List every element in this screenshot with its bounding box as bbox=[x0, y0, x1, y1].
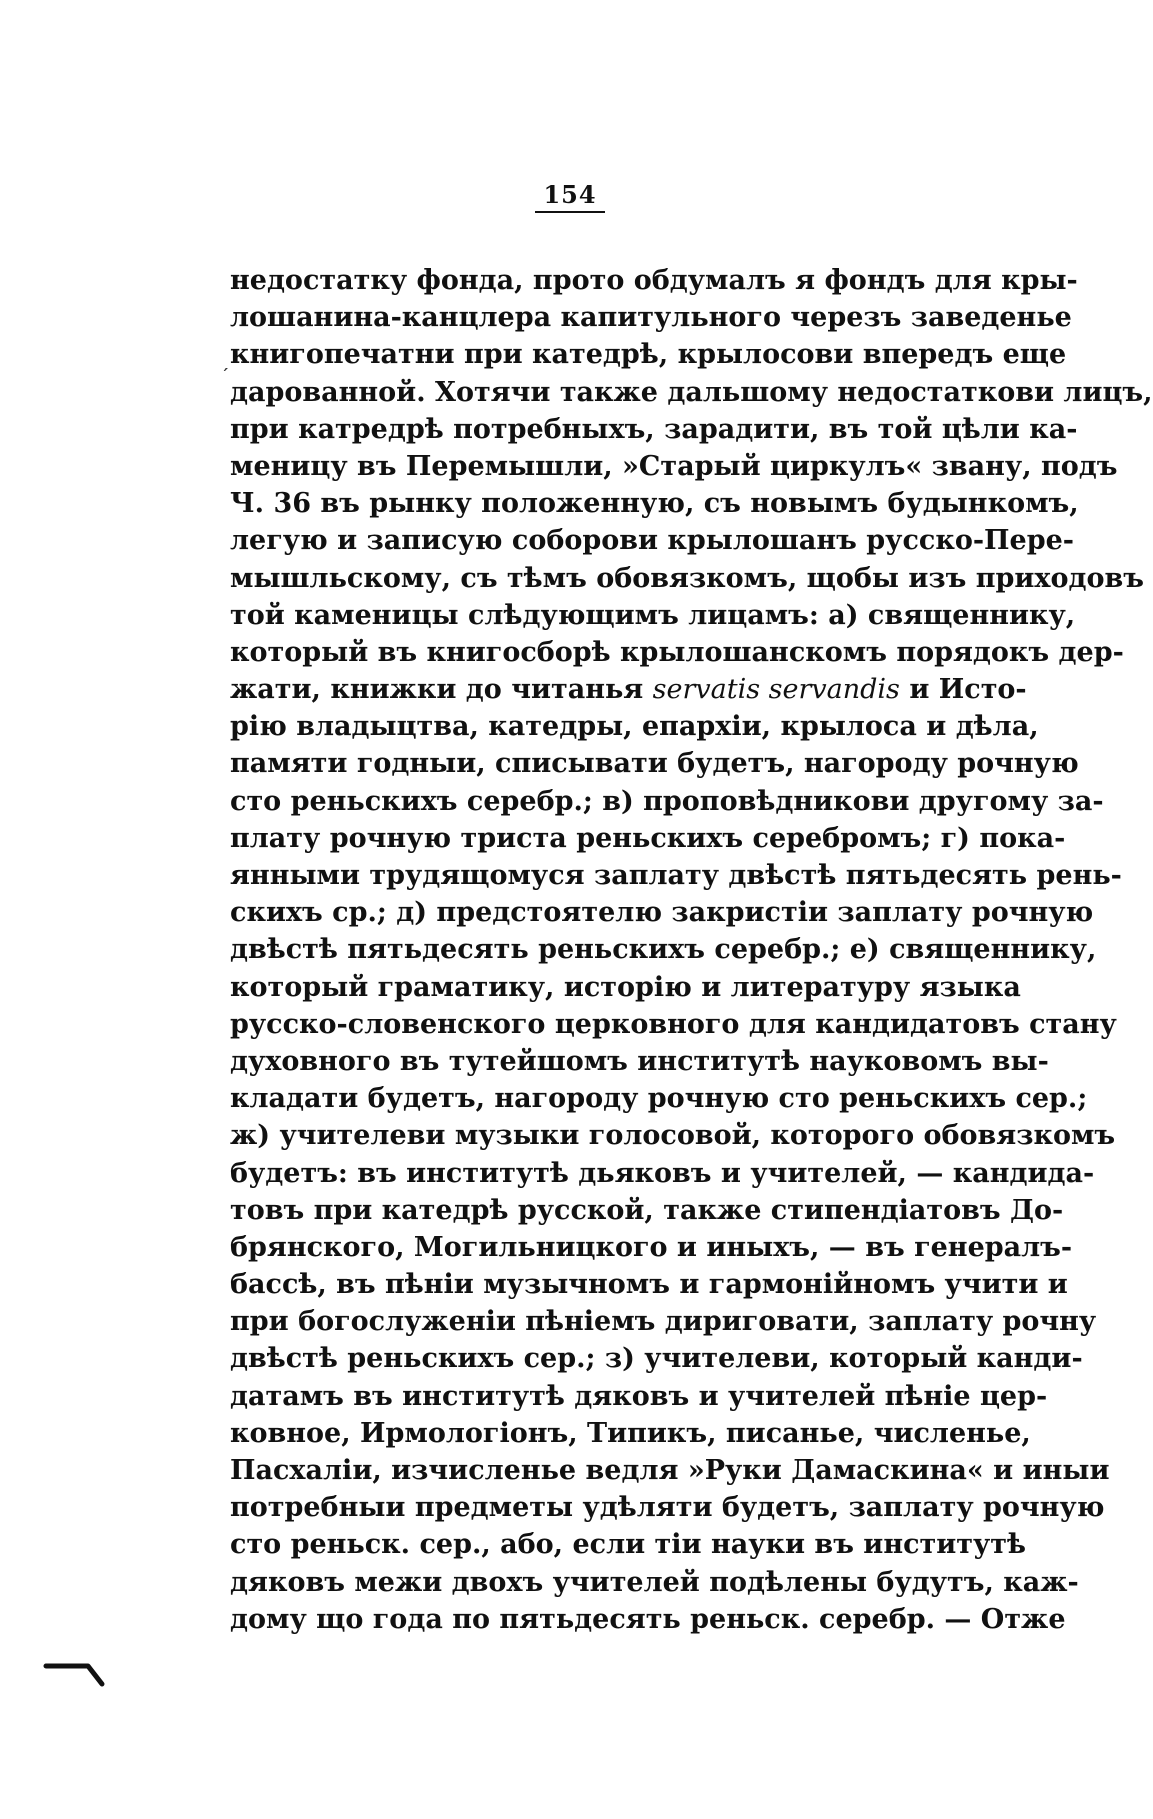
page-number: 154 bbox=[535, 180, 605, 213]
text-line: сто реньск. сер., або, если тіи науки въ институтѣ bbox=[230, 1529, 1027, 1561]
text-line: янными трудящомуся заплату двѣстѣ пятьдесять рень- bbox=[230, 860, 1122, 891]
text-line: бассѣ, въ пѣніи музычномъ и гармонійномъ учити и bbox=[230, 1269, 1068, 1301]
text-line: дяковъ межи двохъ учителей подѣлены будутъ, каж- bbox=[230, 1566, 1079, 1598]
text-line: при катредрѣ потребныхъ, зарадити, въ той цѣли ка- bbox=[230, 413, 1078, 445]
margin-bracket-mark bbox=[44, 1658, 106, 1688]
text-line: Пасхаліи, изчисленье ведля »Руки Дамаскина« и иныи bbox=[230, 1455, 1110, 1486]
margin-tick-mark: ´ bbox=[221, 366, 229, 385]
text-line: меницу въ Перемышли, »Старый циркулъ« звану, подъ bbox=[230, 450, 1118, 482]
text-line: брянского, Могильницкого и иныхъ, — въ генералъ- bbox=[230, 1231, 1073, 1263]
text-line: двѣстѣ пятьдесять реньскихъ серебр.; е) священнику, bbox=[230, 934, 1097, 966]
text-line: дому що года по пятьдесять реньск. серебр. — Отже bbox=[230, 1603, 1066, 1635]
text-line: будетъ: въ институтѣ дьяковъ и учителей, — кандида- bbox=[230, 1157, 1095, 1189]
text-line: недостатку фонда, прото обдумалъ я фондъ для кры- bbox=[230, 265, 1078, 296]
text-line: жати, книжки до читанья servatis servandis и Исто- bbox=[230, 674, 1027, 706]
text-line: лошанина-канцлера капитульного черезъ заведенье bbox=[230, 302, 1072, 334]
text-line: кладати будетъ, нагороду рочную сто реньскихъ сер.; bbox=[230, 1083, 1088, 1115]
text-line: дарованной. Хотячи также дальшому недостаткови лицъ, bbox=[230, 376, 1153, 408]
text-line: датамъ въ институтѣ дяковъ и учителей пѣніе цер- bbox=[230, 1380, 1048, 1412]
text-line: мышльскому, съ тѣмъ обовязкомъ, щобы изъ приходовъ bbox=[230, 562, 1144, 594]
text-line: духовного въ тутейшомъ институтѣ науковомъ вы- bbox=[230, 1045, 1049, 1077]
text-line: который граматику, исторію и литературу языка bbox=[230, 971, 1021, 1003]
text-line: двѣстѣ реньскихъ сер.; з) учителеви, который канди- bbox=[230, 1343, 1083, 1375]
text-line: который въ книгосборѣ крылошанскомъ порядокъ дер- bbox=[230, 636, 1124, 668]
text-line: ковное, Ирмологіонъ, Типикъ, писанье, численье, bbox=[230, 1417, 1031, 1449]
text-line: памяти годныи, списывати будетъ, нагороду рочную bbox=[230, 748, 1079, 780]
text-line: плату рочную триста реньскихъ серебромъ; г) пока- bbox=[230, 822, 1066, 854]
text-line: товъ при катедрѣ русской, также стипендіатовъ До- bbox=[230, 1194, 1064, 1226]
text-line: сто реньскихъ серебр.; в) проповѣдникови другому за- bbox=[230, 785, 1104, 817]
text-line: скихъ ср.; д) предстоятелю закристіи заплату рочную bbox=[230, 897, 1094, 929]
text-line: при богослуженіи пѣніемъ дириговати, заплату рочну bbox=[230, 1306, 1097, 1338]
text-line: ж) учителеви музыки голосовой, которого обовязкомъ bbox=[230, 1120, 1116, 1152]
text-line: рію владыцтва, катедры, епархіи, крылоса и дѣла, bbox=[230, 711, 1039, 743]
text-line: потребныи предметы удѣляти будетъ, заплату рочную bbox=[230, 1492, 1105, 1524]
text-line: Ч. 36 въ рынку положенную, съ новымъ будынкомъ, bbox=[230, 488, 1079, 520]
text-line: книгопечатни при катедрѣ, крылосови впередъ еще bbox=[230, 339, 1067, 371]
text-line: той каменицы слѣдующимъ лицамъ: а) священнику, bbox=[230, 599, 1076, 631]
text-line: легую и записую соборови крылошанъ русско-Пере- bbox=[230, 525, 1074, 557]
text-line: русско-словенского церковного для кандидатовъ стану bbox=[230, 1008, 1117, 1040]
body-text bbox=[230, 262, 1153, 1638]
